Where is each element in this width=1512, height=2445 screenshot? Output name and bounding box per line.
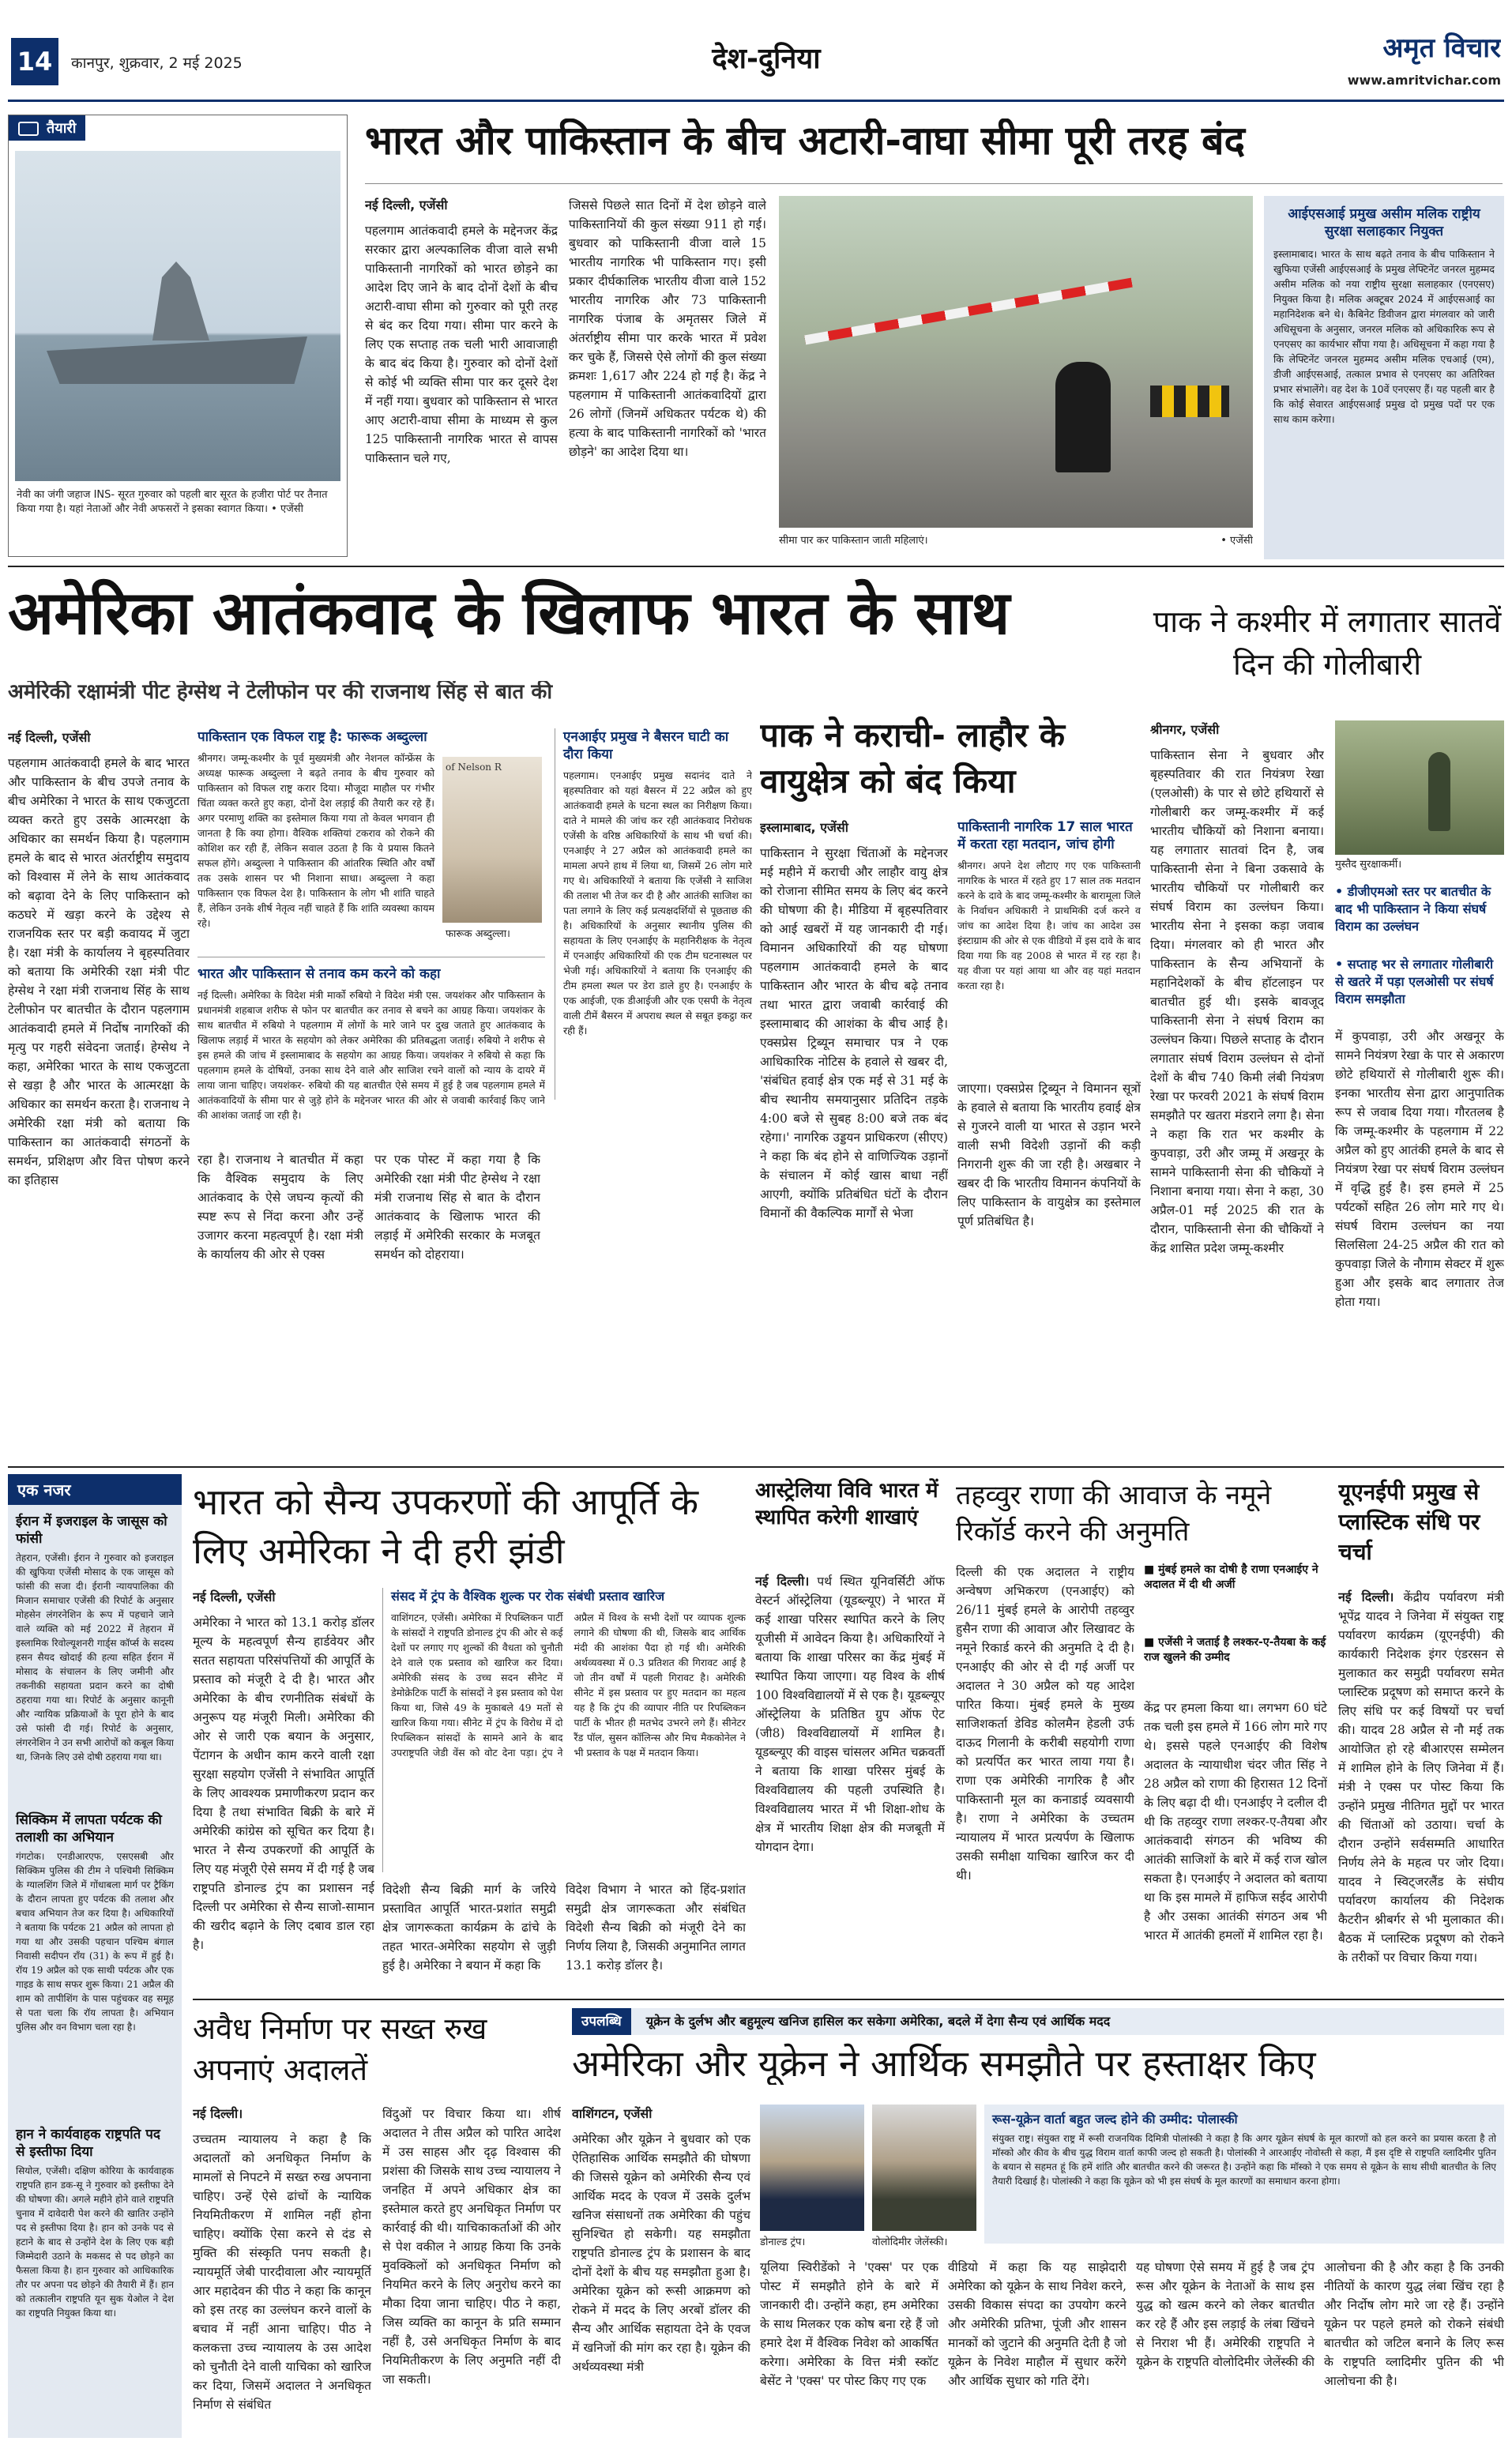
tension-title: भारत और पाकिस्तान से तनाव कम करने को कहा bbox=[197, 966, 441, 982]
story5-col1 bbox=[193, 1588, 374, 1991]
warship-caption: नेवी का जंगी जहाज INS- सूरत गुरुवार को पहली बार सूरत के हजीरा पोर्ट पर तैनात किया गया है। यहां नेताओं और नेवी अफसरों ने इसका स्वागत किया। • एजेंसी bbox=[17, 489, 328, 515]
ek-nazar-item bbox=[16, 1513, 174, 1804]
trump-tariff-text: वाशिंगटन, एजेंसी। अमेरिका में रिपब्लिकन पार्टी के सांसदों ने राष्ट्रपति डोनाल्ड ट्रंप की ओर से कई देशों पर लगाए गए शुल्कों की वैधता को चुनौती देने वाले एक प्रस्ताव को खारिज कर दिया। अमेरिकी संसद के उच्च सदन सीनेट में डेमोक्रेटिक पार्टी के सांसदों ने इस प्रस्ताव को पेश किया था, जिसे 49 के मुकाबले 49 मतों से खारिज किया गया। सीनेट में ट्रंप के विरोध में दो रिपब्लिकन सांसदों के सामने आने के बाद उपराष्ट्रपति जेडी वेंस को वोट देना पड़ा। ट्रंप ने अप्रैल में विश्व के सभी देशों पर व्यापक शुल्क लगाने की घोषणा की थी, जिसके बाद आर्थिक मंदी की आशंका पैदा हो गई थी। अमेरिकी अर्थव्यवस्था में 0.3 प्रतिशत की गिरावट आई है जो तीन वर्षों में पहली गिरावट है। अमेरिकी सीनेट में इस प्रस्ताव पर हुए मतदान का महत्व यह है कि ट्रंप की व्यापार नीति पर रिपब्लिकन पार्टी के भीतर ही मतभेद उभरने लगे हैं। सीनेटर रैंड पॉल, सुसन कॉलिन्स और मिच मैककोनेल ने भी प्रस्ताव के पक्ष में मतदान किया। bbox=[391, 1612, 746, 1759]
story3-headline: पाक ने कराची- लाहौर के वायुक्षेत्र को बंद किया bbox=[760, 716, 1066, 800]
story1-col2 bbox=[569, 196, 766, 551]
tension-box bbox=[197, 965, 545, 1144]
story2-dateline: नई दिल्ली, एजेंसी bbox=[8, 730, 91, 745]
ek-nazar-panel bbox=[8, 1474, 182, 2438]
story7-body-1: दिल्ली की एक अदालत ने राष्ट्रीय अन्वेषण अभिकरण (एनआईए) को 26/11 मुंबई हमले के आरोपी तहव्वुर हुसैन राणा की आवाज और लिखावट के नमूने रिकार्ड करने की अनुमति दे दी है। एनआईए की ओर से दी गई अर्जी पर अदालत ने 30 अप्रैल को यह आदेश पारित किया। मुंबई हमले के मुख्य साजिशकर्ता डेविड कोलमैन हेडली उर्फ दाऊद गिलानी के करीबी सहयोगी राणा को प्रत्यर्पित कर भारत लाया गया है। राणा एक अमेरिकी नागरिक है और पाकिस्तानी मूल का कनाडाई व्यवसायी है। राणा ने अमेरिका के उच्चतम न्यायालय में भारत प्रत्यर्पण के खिलाफ उसकी समीक्षा याचिका खारिज कर दी थी। bbox=[956, 1565, 1134, 1883]
zelensky-photo bbox=[872, 2105, 976, 2231]
barrier bbox=[804, 278, 1133, 345]
story3-body-1: पाकिस्तान ने सुरक्षा चिंताओं के मद्देनजर मई महीने में कराची और लाहौर वायु क्षेत्र को रोजाना सीमित समय के लिए बंद करने की घोषणा की है। मीडिया में बृहस्पतिवार को आई खबरों में यह जानकारी दी गई। विमानन अधिकारियों की यह घोषणा पहलगाम आतंकवादी हमले के बाद पाकिस्तान और भारत के बीच बढ़े तनाव तथा भारत द्वारा जवाबी कार्रवाई की इस्लामाबाद की आशंका के बीच आई है। एक्सप्रेस ट्रिब्यून समाचार पत्र ने एक आधिकारिक नोटिस के हवाले से खबर दी, 'संबंधित हवाई क्षेत्र एक मई से 31 मई के बीच स्थानीय समयानुसार प्रतिदिन तड़के 4:00 बजे से सुबह 8:00 बजे तक बंद रहेगा।' नागरिक उड्डयन प्राधिकरण (सीएए) ने कहा कि बंद होने से वाणिज्यिक उड़ानों के संचालन में कोई खास बाधा नहीं आएगी, क्योंकि प्रतिबंधित घंटों के दौरान विमानों की वैकल्पिक मार्गों से भेजा bbox=[760, 846, 948, 1221]
website: www.amritvichar.com bbox=[1347, 73, 1501, 88]
ek-nazar-label: एक नजर bbox=[8, 1474, 182, 1505]
story5-col2 bbox=[382, 1880, 556, 1991]
story10-col2 bbox=[760, 2258, 938, 2436]
farooq-caption: फारूक अब्दुल्ला। bbox=[446, 928, 510, 940]
story8-headline: यूएनईपी प्रमुख से प्लास्टिक संधि पर चर्चा bbox=[1338, 1479, 1480, 1565]
pak-voter-text: श्रीनगर। अपने देश लौटाए गए एक पाकिस्तानी नागरिक के भारत में रहते हुए 17 साल तक मतदान करने के दावे के बाद जम्मू-कश्मीर के बारामूला जिले के निर्वाचन अधिकारी ने प्राथमिकी दर्ज करने व जांच का आदेश दिया है। जांच का आदेश उस इंस्टाग्राम की ओर से एक वीडियो में इस दावे के बाद दिया गया कि वह 2008 से भारत में रह रहा है। यह वीजा पर यहां आया था और वह यहां मतदान करता रहा है। bbox=[957, 860, 1141, 991]
border-photo-credit: • एजेंसी bbox=[1221, 535, 1253, 547]
story2-subhead: अमेरिकी रक्षामंत्री पीट हेग्सेथ ने टेलीफोन पर की राजनाथ सिंह से बात की bbox=[8, 681, 553, 704]
farooq-text: श्रीनगर। जम्मू-कश्मीर के पूर्व मुख्यमंत्री और नेशनल कॉन्फ्रेंस के अध्यक्ष फारूक अब्दुल्ला ने बढ़ते तनाव के बीच गुरुवार को पाकिस्तान को विफल राष्ट्र करार दिया। मौजूदा माहौल पर गंभीर चिंता व्यक्त करते हुए कहा, दोनों देश लड़ाई की तैयारी कर रहे हैं। अगर परमाणु शक्ति का इस्तेमाल किया गया तो केवल भगवान ही जानता है कि क्या होगा। वैश्विक शक्तियां टकराव को रोकने की कोशिश कर रही हैं, लेकिन सवाल उठता है कि ये प्रयास कितने सफल होंगे। अब्दुल्ला ने पाकिस्तान की आंतरिक स्थिति और वर्षों तक उसके शासन पर भी निशाना साधा। अब्दुल्ला ने कहा पाकिस्तान एक विफल देश है। पाकिस्तान के लोग भी शांति चाहते हैं, लेकिन उनके शीर्ष नेतृत्व नहीं चाहते हैं कि शांति व्यवस्था कायम रहे। bbox=[197, 752, 434, 929]
story3-col1 bbox=[760, 818, 948, 1450]
story10-headline: अमेरिका और यूक्रेन ने आर्थिक समझौते पर हस्ताक्षर किए bbox=[572, 2043, 1316, 2085]
ek-nazar-item-title: ईरान में इजराइल के जासूस को फांसी bbox=[16, 1514, 167, 1547]
preparation-label: तैयारी bbox=[9, 115, 85, 141]
farooq-book-title: of Nelson R bbox=[446, 762, 502, 773]
story7-bullet2: ■ एजेंसी ने जताई है लश्कर-ए-तैयबा के कई राज खुलने की उम्मीद bbox=[1144, 1636, 1326, 1664]
story5-headline: भारत को सैन्य उपकरणों की आपूर्ति के लिए अमेरिका ने दी हरी झंडी bbox=[193, 1480, 699, 1572]
story10-col4 bbox=[1136, 2258, 1315, 2436]
date-line: कानपुर, शुक्रवार, 2 मई 2025 bbox=[71, 55, 243, 72]
farooq-photo bbox=[442, 757, 542, 923]
story9-dateline: नई दिल्ली। bbox=[193, 2106, 243, 2121]
story8-body: केंद्रीय पर्यावरण मंत्री भूपेंद्र यादव ने जिनेवा में संयुक्त राष्ट्र पर्यावरण कार्यक्रम (यूएनईपी) की कार्यकारी निदेशक इंगर एंडरसन से मुलाकात कर समुद्री पर्यावरण समेत प्लास्टिक प्रदूषण को समाप्त करने के लिए संधि पर कई विषयों पर चर्चा की। यादव 28 अप्रैल से नौ मई तक आयोजित हो रहे बीआरएस सम्मेलन में शामिल होने के लिए जिनेवा में हैं। मंत्री ने एक्स पर पोस्ट किया कि उन्होंने प्रमुख नीतिगत मुद्दों पर भारत की चिंताओं को उठाया। चर्चा के दौरान उन्होंने सर्वसम्मति आधारित निर्णय लेने के महत्व पर जोर दिया। यादव ने स्विट्जरलैंड के संघीय पर्यावरण कार्यालय की निदेशक कैटरीन श्नीबर्गर से भी मुलाकात की। बैठक में प्लास्टिक प्रदूषण को रोकने के तरीकों पर विचार किया गया। bbox=[1338, 1590, 1504, 1965]
story2-body-3: पर एक पोस्ट में कहा गया है कि अमेरिकी रक्षा मंत्री पीट हेग्सेथ ने रक्षा मंत्री राजनाथ सिंह से बात के दौरान आतंकवाद के खिलाफ भारत की लड़ाई में अमेरिकी सरकार के मजबूत समर्थन को दोहराया। bbox=[374, 1153, 540, 1262]
story1-dateline: नई दिल्ली, एजेंसी bbox=[365, 197, 448, 213]
women-figures bbox=[1055, 362, 1111, 472]
ek-nazar-item-text: सियोल, एजेंसी। दक्षिण कोरिया के कार्यवाहक राष्ट्रपति हान डक-सू ने गुरुवार को इस्तीफा देने की घोषणा की। अगले महीने होने वाले राष्ट्रपति चुनाव में दावेदारी पेश करने की खातिर उन्होंने पद से इस्तीफा दिया है। हान को उनके पद से हटाने के बाद से उन्होंने देश के लिए एक बड़ी जिम्मेदारी उठाने के मकसद से पद छोड़ने का फैसला किया है। हान गुरुवार को आधिकारिक तौर पर अपना पद छोड़ने की तैयारी में हैं। हान को तत्कालीन राष्ट्रपति यून सुक येओल ने देश का राष्ट्रपति नियुक्त किया था। bbox=[16, 2165, 174, 2319]
nsa-text: इस्लामाबाद। भारत के साथ बढ़ते तनाव के बीच पाकिस्तान ने खुफिया एजेंसी आईएसआई के प्रमुख लेफ्टिनेंट जनरल मुहम्मद असीम मलिक को नया राष्ट्रीय सुरक्षा सलाहकार (एनएसए) नियुक्त किया है। मलिक अक्टूबर 2024 में आईएसआई का महानिदेशक बने थे। कैबिनेट डिवीजन द्वारा मंगलवार को जारी अधिसूचना के अनुसार, जनरल मलिक को अधिकारिक रूप से एनएसए का कार्यभार सौंपा गया है। अधिसूचना में कहा गया है कि लेफ्टिनेंट जनरल मुहम्मद असीम मलिक एचआई (एम), डीजी आईएसआई, तत्काल प्रभाव से एनएसए का अतिरिक्त प्रभार संभालेंगे। वह देश के 10वें एनएसए हैं। यह पहली बार है कि कोई सेवारत आईएसआई प्रमुख दो प्रमुख पदों पर एक साथ काम करेगा। bbox=[1273, 248, 1495, 425]
section-title: देश-दुनिया bbox=[712, 43, 821, 75]
story4-bullet1: • डीजीएमओ स्तर पर बातचीत के बाद भी पाकिस्तान ने किया संघर्ष विराम का उल्लंघन bbox=[1335, 884, 1491, 934]
story9-body-1: उच्चतम न्यायालय ने कहा है कि अदालतों को अनधिकृत निर्माण के मामलों से निपटने में सख्त रुख अपनाना चाहिए। उन्हें ऐसे ढांचों के न्यायिक नियमितीकरण में शामिल नहीं होना चाहिए। क्योंकि ऐसा करने से दंड से मुक्ति की संस्कृति पनप सकती है। न्यायमूर्ति जेबी पारदीवाला और न्यायमूर्ति आर महादेवन की पीठ ने कहा कि कानून को इस तरह का उल्लंघन करने वालों के बचाव में नहीं आना चाहिए। पीठ ने कलकत्ता उच्च न्यायालय के उस आदेश को चुनौती देने वाली याचिका को खारिज कर दिया, जिसमें अदालत ने अनधिकृत निर्माण से संबंधित bbox=[193, 2132, 371, 2412]
story4-dateline: श्रीनगर, एजेंसी bbox=[1150, 722, 1220, 737]
story10-body-5: आलोचना की है और कहा है कि उनकी नीतियों के कारण युद्ध लंबा खिंच रहा है और निर्दोष लोग मारे जा रहे हैं। उन्होंने यूक्रेन पर पहले हमले को रोकने संबंधी बातचीत को जटिल बनाने के लिए रूस के राष्ट्रपति व्लादिमीर पुतिन की भी आलोचना की है। bbox=[1324, 2260, 1504, 2388]
border-photo-caption: सीमा पार कर पाकिस्तान जाती महिलाएं। bbox=[779, 535, 928, 547]
story7-col2 bbox=[1144, 1698, 1327, 1991]
story1-rule bbox=[365, 183, 1503, 184]
ek-nazar-item bbox=[16, 1811, 174, 2118]
story3-col2 bbox=[957, 1079, 1141, 1450]
trump-photo bbox=[760, 2105, 864, 2231]
achievement-label: उपलब्धि bbox=[572, 2008, 631, 2035]
bullet-dot-icon: • bbox=[1335, 884, 1348, 899]
story7-headline: तहव्वुर राणा की आवाज के नमूने रिकॉर्ड करने की अनुमति bbox=[956, 1480, 1272, 1548]
masthead-rule bbox=[8, 100, 1504, 102]
story1-body-2: जिससे पिछले सात दिनों में देश छोड़ने वाले पाकिस्तानियों की कुल संख्या 911 हो गई। बुधवार को पाकिस्तानी वीजा वाले 15 भारतीय नागरिक भी पाकिस्तान गए। इसी प्रकार दीर्घकालिक भारतीय वीजा वाले 152 भारतीय नागरिक और 73 पाकिस्तानी नागरिक पंजाब के अमृतसर जिले में अंतर्राष्ट्रीय सीमा पार करके भारत में प्रवेश कर चुके हैं, जिससे ऐसे लोगों की कुल संख्या क्रमशः 1,617 और 224 हो गई है। केंद्र ने पहलगाम में पाकिस्तानी आतंकवादियों द्वारा 26 लोगों (जिनमें अधिकतर पर्यटक थे) की हत्या के बाद पाकिस्तानी नागरिकों को 'भारत छोड़ने' का आदेश दिया था। bbox=[569, 198, 766, 459]
pak-voter-title: पाकिस्तानी नागरिक 17 साल भारत में करता रहा मतदान, जांच होगी bbox=[957, 819, 1133, 852]
story4-body-1: पाकिस्तान सेना ने बुधवार और बृहस्पतिवार की रात नियंत्रण रेखा (एलओसी) के पार से छोटे हथियारों से गोलीबारी कर जम्मू-कश्मीर में कई भारतीय चौकियों को निशाना बनाया। यह लगातार सातवां दिन है, जब पाकिस्तानी सेना ने बिना उकसावे के भारतीय चौकियों पर गोलीबारी कर संघर्ष विराम का उल्लंघन किया। भारतीय सेना ने इसका कड़ा जवाब दिया। मंगलवार को ही भारत और पाकिस्तान के सैन्य अभियानों के महानिदेशकों के बीच हॉटलाइन पर बातचीत हुई थी। इसके बावजूद पाकिस्तानी सेना ने संघर्ष विराम का उल्लंघन किया। पिछले सप्ताह के दौरान लगातार संघर्ष विराम उल्लंघन से दोनों देशों के बीच 740 किमी लंबी नियंत्रण रेखा पर फरवरी 2021 के संघर्ष विराम समझौते पर खतरा मंडराने लगा है। सेना ने कहा कि रात भर कश्मीर के कुपवाड़ा, उरी और जम्मू में अखनूर के सामने पाकिस्तानी सेना की चौकियों ने निशाना बनाया गया। सेना ने कहा, 30 अप्रैल-01 मई 2025 की रात के दौरान, पाकिस्तानी सेना की चौकियों ने केंद्र शासित प्रदेश जम्मू-कश्मीर bbox=[1150, 748, 1324, 1255]
soldier-figure bbox=[1428, 752, 1450, 831]
ek-nazar-item bbox=[16, 2126, 174, 2401]
story10-col3 bbox=[948, 2258, 1126, 2436]
story9-col2 bbox=[382, 2105, 561, 2436]
story5-body-3: विदेश विभाग ने भारत को हिंद-प्रशांत समुद्री क्षेत्र जागरूकता और संबंधित विदेशी सैन्य बिक्री को मंजूरी देने का निर्णय लिया है, जिसकी अनुमानित लागत 13.1 करोड़ डॉलर है। bbox=[566, 1883, 746, 1973]
story10-dateline: वाशिंगटन, एजेंसी bbox=[572, 2106, 653, 2121]
story2-col2 bbox=[197, 1150, 363, 1450]
security-photo-caption: मुस्तैद सुरक्षाकर्मी। bbox=[1335, 859, 1402, 871]
story2-body-1: पहलगाम आतंकवादी हमले के बाद भारत और पाकिस्तान के बीच उपजे तनाव के बीच अमेरिका ने भारत के साथ एकजुटता व्यक्त करते हुए उसके आत्मरक्षा के अधिकार का समर्थन किया है। पहलगाम हमले के बाद से भारत अंतर्राष्ट्रीय समुदाय को विश्वास में लेने के साथ आतंकवाद को बढ़ावा देने के लिए पाकिस्तान को कठघरे में खड़ा करने के उद्देश्य से राजनयिक स्तर पर बड़ी कवायद में जुटा है। रक्षा मंत्री के कार्यालय ने बृहस्पतिवार को बताया कि अमेरिकी रक्षा मंत्री पीट हेग्सेथ ने रक्षा मंत्री राजनाथ सिंह के साथ टेलीफोन पर बातचीत के दौरान पहलगाम आतंकवादी हमले में निर्दोष नागरिकों की मृत्यु पर गहरी संवेदना जताई। हेग्सेथ ने कहा, अमेरिका भारत के साथ एकजुटता से खड़ा है और भारत के आत्मरक्षा के अधिकार का समर्थन करता है। राजनाथ ने अमेरिकी रक्षा मंत्री को बताया कि पाकिस्तान का आतंकवादी संगठनों के समर्थन, प्रशिक्षण और वित्त पोषण करने का इतिहास bbox=[8, 756, 190, 1187]
camera-icon bbox=[18, 122, 39, 136]
story10-body-1: अमेरिका और यूक्रेन ने बुधवार को एक ऐतिहासिक आर्थिक समझौते की घोषणा की जिससे यूक्रेन को अमेरिकी सैन्य एवं आर्थिक मदद के एवज में उसके दुर्लभ खनिज संसाधनों तक अमेरिका की पहुंच सुनिश्चित हो सकेगी। यह समझौता राष्ट्रपति डोनाल्ड ट्रंप के प्रशासन के बाद दोनों देशों के बीच यह समझौता हुआ है। अमेरिका यूक्रेन को रूसी आक्रमण को रोकने में मदद के लिए अरबों डॉलर की सैन्य और आर्थिक सहायता देने के एवज में खनिजों की मांग कर रहा है। यूक्रेन की अर्थव्यवस्था मंत्री bbox=[572, 2132, 750, 2374]
zelensky-caption: वोलोदिमीर जेलेंस्की। bbox=[872, 2236, 948, 2248]
story3-dateline: इस्लामाबाद, एजेंसी bbox=[760, 820, 848, 835]
page-number: 14 bbox=[11, 38, 58, 85]
story2-col1 bbox=[8, 728, 190, 1455]
story1-headline: भारत और पाकिस्तान के बीच अटारी-वाघा सीमा पूरी तरह बंद bbox=[365, 118, 1246, 164]
polyansky-text: संयुक्त राष्ट्र। संयुक्त राष्ट्र में रूसी राजनयिक दिमित्री पोलांस्की ने कहा है कि अगर यूक्रेन संघर्ष के मूल कारणों को हल करने का प्रयास करता है तो मॉस्को और कीव के बीच युद्ध विराम वार्ता काफी जल्द हो सकती है। पोलांस्की ने आरआईए नोवोस्ती से कहा, मैं इस दृष्टि से राष्ट्रपति व्लादिमीर पुतिन के बयान से सहमत हूं कि हमें शांति और बातचीत करने की जरूरत है। उन्होंने कहा कि मॉस्को ने एक समय से यूक्रेन के साथ सीधी बातचीत के लिए तैयारी दिखाई है। पोलांस्की ने कहा कि यूक्रेन को भी इस संघर्ष के मूल कारणों का समाधान करना होगा। bbox=[992, 2133, 1496, 2187]
nia-box bbox=[555, 728, 752, 1100]
ek-nazar-item-title: हान ने कार्यवाहक राष्ट्रपति पद से इस्तीफा दिया bbox=[16, 2127, 160, 2160]
warship-photo bbox=[15, 151, 340, 481]
rule-before-bottom bbox=[193, 1999, 1504, 2000]
story3-body-2: जाएगा। एक्सप्रेस ट्रिब्यून ने विमानन सूत्रों के हवाले से बताया कि भारतीय हवाई क्षेत्र से गुजरने वाली या भारत से उड़ान भरने वाली सभी विदेशी उड़ानों की कड़ी निगरानी शुरू की जा रही है। अखबार ने खबर दी कि भारतीय विमानन कंपनियों के लिए पाकिस्तान के वायुक्षेत्र का इस्तेमाल पूर्ण प्रतिबंधित है। bbox=[957, 1081, 1141, 1228]
warship-hull bbox=[47, 337, 307, 384]
tension-text: नई दिल्ली। अमेरिका के विदेश मंत्री मार्को रुबियो ने विदेश मंत्री एस. जयशंकर और पाकिस्तान के प्रधानमंत्री शहबाज शरीफ से फोन पर बातचीत कर तनाव से बचने का आग्रह किया। जयशंकर के साथ बातचीत में रुबियो ने पहलगाम में लोगों के मारे जाने पर दुख जताते हुए आतंकवाद के खिलाफ लड़ाई में भारत के सहयोग को लेकर अमेरिका की प्रतिबद्धता जताई। रुबियो ने शरीफ से इस हमले की जांच में इस्लामाबाद के सहयोग का आग्रह किया। जयशंकर ने रुबियो से कहा कि पहलगाम हमले के दोषियों, उनका साथ देने वाले और साजिश रचने वालों को न्याय के दायरे में लाया जाना चाहिए। जयशंकर- रुबियो की यह बातचीत ऐसे समय में हुई है जब पहलगाम हमले में आतंकवादियों के सीमा पार से जुड़े होने के मद्देनजर भारत की ओर से जवाबी कार्रवाई किए जाने की आशंका जताई जा रही है। bbox=[197, 989, 545, 1121]
bullet-dot-icon: ■ bbox=[1144, 1636, 1159, 1649]
security-photo bbox=[1335, 720, 1504, 855]
story10-body-3: वीडियो में कहा कि यह साझेदारी अमेरिका को यूक्रेन के साथ निवेश करने, उसकी विकास संपदा का उपयोग करने और अमेरिकी प्रतिभा, पूंजी और शासन मानकों को जुटाने की अनुमति देती है जो यूक्रेन के निवेश माहौल में सुधार करेंगे और आर्थिक सुधार को गति देंगे। bbox=[948, 2260, 1126, 2388]
pak-voter-box bbox=[957, 818, 1141, 1071]
rule-after-story2 bbox=[8, 1466, 1504, 1468]
story2-col3 bbox=[374, 1150, 540, 1450]
story1-body-1: पहलगाम आतंकवादी हमले के मद्देनजर केंद्र सरकार द्वारा अल्पकालिक वीजा वाले सभी पाकिस्तानी नागरिकों को भारत छोड़ने का आदेश दिए जाने के बाद दोनों देशों के बीच अटारी-वाघा सीमा को गुरुवार को पूरी तरह से बंद कर दिया गया। सीमा पार करने के लिए एक सप्ताह तक चली भारी आवाजाही के बाद बंद किया है। गुरुवार को दोनों देशों से कोई भी व्यक्ति सीमा पार कर दूसरे देश में नहीं गया। बुधवार को पाकिस्तान से भारत आए अटारी-वाघा सीमा के माध्यम से कुल 125 पाकिस्तानी नागरिक भारत से वापस पाकिस्तान चले गए, bbox=[365, 224, 558, 465]
trump-tariff-box bbox=[382, 1588, 746, 1872]
ek-nazar-item-text: तेहरान, एजेंसी। ईरान ने गुरुवार को इजराइल की खुफिया एजेंसी मोसाद के एक जासूस को फांसी की सजा दी। ईरानी न्यायपालिका की मिजान समाचार एजेंसी की रिपोर्ट के अनुसार मोहसेन लंगरनेशिन के रूप में पहचाने जाने वाले व्यक्ति को मई 2022 में तेहरान में इस्लामिक रिवोल्यूशनरी गार्ड्स कॉर्प्स के सदस्य हसन सैयद खोदाई की हत्या सहित ईरान में मोसाद के संचालन के लिए जमीनी और तकनीकी सहायता प्रदान करने का दोषी ठहराया गया था। रिपोर्ट के अनुसार कानूनी और न्यायिक प्रक्रियाओं के पूरा होने के बाद उसे फांसी दी गई। रिपोर्ट के अनुसार, लंगरनेशिन ने उन सभी आरोपों को कबूल किया था, जिनके लिए उसे दोषी ठहराया गया था। bbox=[16, 1552, 174, 1762]
story7-col1 bbox=[956, 1563, 1134, 1991]
story2-body-2: रहा है। राजनाथ ने बातचीत में कहा कि वैश्विक समुदाय के लिए आतंकवाद के ऐसे जघन्य कृत्यों की स्पष्ट रूप से निंदा करना और उन्हें उजागर करना महत्वपूर्ण है। रक्षा मंत्री के कार्यालय की ओर से एक्स bbox=[197, 1153, 363, 1262]
road-blocks bbox=[1150, 386, 1229, 417]
nia-text: पहलगाम। एनआईए प्रमुख सदानंद दाते ने बृहस्पतिवार को यहां बैसरन में 22 अप्रैल को हुए आतंकवादी हमले के घटना स्थल का निरीक्षण किया। दाते ने मामले की जांच कर रही आतंकवाद निरोधक एजेंसी के वरिष्ठ अधिकारियों के साथ भी चर्चा की। एनआईए ने 27 अप्रैल को आतंकवादी हमले का मामला अपने हाथ में लिया था, जिसमें 26 लोग मारे गए थे। अधिकारियों ने बताया कि एजेंसी ने साजिश की तलाश भी तेज कर दी है और आतंकी साजिश का पता लगाने के लिए कई प्रत्यक्षदर्शियों से पूछताछ की है। अधिकारियों के अनुसार स्थानीय पुलिस की सहायता के लिए एनआईए के महानिरीक्षक के नेतृत्व में एनआईए अधिकारियों की एक टीम घटनास्थल पर भेजी गई। अधिकारियों ने बताया कि एनआईए की टीम हमला स्थल पर डेरा डाले हुए है। एनआईए के एक आईजी, एक डीआईजी और एक एसपी के नेतृत्व वाली टीमें बैसरन में अपराध स्थल से सबूत इकट्ठा कर रही हैं। bbox=[563, 769, 752, 1036]
story6-headline: आस्ट्रेलिया विवि भारत में स्थापित करेगी शाखाएं bbox=[755, 1479, 938, 1529]
story4-bullet2: • सप्ताह भर से लगातार गोलीबारी से खतरे में पड़ा एलओसी पर संघर्ष विराम समझौता bbox=[1335, 957, 1494, 1006]
story9-body-2: विंदुओं पर विचार किया था। शीर्ष अदालत ने तीस अप्रैल को पारित आदेश में उस साहस और दृढ़ विश्वास की प्रशंसा की जिसके साथ उच्च न्यायालय ने जनहित में अपने अधिकार क्षेत्र का इस्तेमाल करते हुए अनधिकृत निर्माण पर कार्रवाई की थी। याचिकाकर्ताओं की ओर से पेश वकील ने आग्रह किया कि उनके मुवक्किलों को अनधिकृत निर्माण को नियमित करने के लिए अनुरोध करने का मौका दिया जाना चाहिए। पीठ ने कहा, जिस व्यक्ति का कानून के प्रति सम्मान नहीं है, उसे अनधिकृत निर्माण के बाद नियमितीकरण के लिए अनुमति नहीं दी जा सकती। bbox=[382, 2107, 561, 2387]
story4-col1 bbox=[1150, 720, 1324, 1455]
nsa-title: आईएसआई प्रमुख असीम मलिक राष्ट्रीय सुरक्षा सलाहकार नियुक्त bbox=[1288, 206, 1480, 239]
story6-body: पर्थ स्थित यूनिवर्सिटी ऑफ वेस्टर्न ऑस्ट्रेलिया (यूडब्ल्यूए) ने भारत में कई शाखा परिसर स्थापित करने के लिए यूजीसी में आवेदन किया है। अधिकारियों ने बताया कि शाखा परिसर का केंद्र मुंबई में स्थापित किया जाएगा। यह विश्व के शीर्ष 100 विश्वविद्यालयों में से एक है। यूडब्ल्यूए ऑस्ट्रेलिया के प्रतिष्ठित ग्रुप ऑफ ऐट (जी8) विश्वविद्यालयों में शामिल है। यूडब्ल्यूए की वाइस चांसलर अमित चक्रवर्ती ने बताया कि शाखा परिसर मुंबई के विश्वविद्यालय की पहली उपस्थिति है। विश्वविद्यालय भारत में भी शिक्षा-शोध के क्षेत्र में भारतीय शिक्षा क्षेत्र की मजबूती में योगदान देगा। bbox=[755, 1574, 945, 1854]
brand-logo: अमृत विचार bbox=[1382, 32, 1501, 64]
farooq-box bbox=[197, 728, 545, 957]
story10-col1 bbox=[572, 2105, 750, 2436]
story2-headline: अमेरिका आतंकवाद के खिलाफ भारत के साथ bbox=[8, 578, 1010, 648]
preparation-panel bbox=[8, 115, 348, 557]
story9-col1 bbox=[193, 2105, 371, 2436]
story6-col bbox=[755, 1572, 945, 1991]
story4-body-2: में कुपवाड़ा, उरी और अखनूर के सामने नियंत्रण रेखा के पार से अकारण छोटे हथियारों से गोलीबारी शुरू की। इनका भारतीय सेना द्वारा आनुपातिक रूप से जवाब दिया गया। गौरतलब है कि जम्मू-कश्मीर के पहलगाम में 22 अप्रैल को हुए आतंकी हमले के बाद से नियंत्रण रेखा पर संघर्ष विराम उल्लंघन में वृद्धि हुई है। इस हमले में 25 पर्यटकों सहित 26 लोग मारे गए थे। संघर्ष विराम उल्लंघन का नया सिलसिला 24-25 अप्रैल की रात को कुपवाड़ा जिले के नौगाम सेक्टर में शुरू हुआ और इसके बाद लगातार तेज होता गया। bbox=[1335, 1029, 1504, 1309]
story5-body-1: अमेरिका ने भारत को 13.1 करोड़ डॉलर मूल्य के महत्वपूर्ण सैन्य हार्डवेयर और सतत सहायता परिसंपत्तियों की आपूर्ति के प्रस्ताव को मंजूरी दे दी है। भारत और अमेरिका के बीच रणनीतिक संबंधों के अनुरूप यह मंजूरी मिली। अमेरिका की ओर से जारी एक बयान के अनुसार, पेंटागन के अधीन काम करने वाली रक्षा सुरक्षा सहयोग एजेंसी ने संभावित आपूर्ति के लिए आवश्यक प्रमाणीकरण प्रदान कर दिया है तथा संभावित बिक्री के बारे में अमेरिकी कांग्रेस को सूचित कर दिया है। भारत ने सैन्य उपकरणों की आपूर्ति के लिए यह मंजूरी ऐसे समय में दी गई है जब राष्ट्रपति डोनाल्ड ट्रंप का प्रशासन नई दिल्ली पर अमेरिका से सैन्य साजो-सामान की खरीद बढ़ाने के लिए दबाव डाल रहा है। bbox=[193, 1616, 374, 1952]
rule-after-story1 bbox=[8, 566, 1504, 567]
story6-dateline: नई दिल्ली। bbox=[755, 1574, 810, 1589]
farooq-title: पाकिस्तान एक विफल राष्ट्र है: फारूक अब्दुल्ला bbox=[197, 729, 427, 745]
story10-strap bbox=[572, 2008, 1504, 2035]
polyansky-title: रूस-यूक्रेन वार्ता बहुत जल्द होने की उम्मीद: पोलास्की bbox=[992, 2112, 1238, 2127]
nia-title: एनआईए प्रमुख ने बैसरन घाटी का दौरा किया bbox=[563, 729, 729, 762]
story10-body-2: यूलिया स्विरीडेंको ने 'एक्स' पर एक पोस्ट में समझौते होने के बारे में जानकारी दी। उन्होंने कहा, हम अमेरिका के साथ मिलकर एक कोष बना रहे हैं जो हमारे देश में वैश्विक निवेश को आकर्षित करेगा। अमेरिका के वित्त मंत्री स्कॉट बेसेंट ने 'एक्स' पर पोस्ट किए गए एक bbox=[760, 2260, 938, 2388]
story8-col bbox=[1338, 1588, 1504, 1991]
story1-col1 bbox=[365, 196, 558, 551]
story5-dateline: नई दिल्ली, एजेंसी bbox=[193, 1589, 276, 1604]
story10-body-4: यह घोषणा ऐसे समय में हुई है जब ट्रंप रूस और यूक्रेन के नेताओं के साथ इस युद्ध को खत्म करने को लेकर बातचीत कर रहे हैं और इस लड़ाई के लंबा खिंचने से निराश भी हैं। अमेरिकी राष्ट्रपति ने यूक्रेन के राष्ट्रपति वोलोदिमीर जेलेंस्की की bbox=[1136, 2260, 1315, 2369]
trump-tariff-title: संसद में ट्रंप के वैश्विक शुल्क पर रोक संबंधी प्रस्ताव खारिज bbox=[391, 1589, 665, 1604]
story10-col5 bbox=[1324, 2258, 1504, 2436]
story7-bullet1: ■ मुंबई हमले का दोषी है राणा एनआईए ने अदालत में दी थी अर्जी bbox=[1144, 1563, 1318, 1591]
ek-nazar-item-title: सिक्किम में लापता पर्यटक की तलाशी का अभियान bbox=[16, 1812, 162, 1845]
story4-headline: पाक ने कश्मीर में लगातार सातवें दिन की गोलीबारी bbox=[1153, 604, 1502, 682]
story7-body-2: केंद्र पर हमला किया था। लगभग 60 घंटे तक चली इस हमले में 166 लोग मारे गए थे। इससे पहले एनआईए की विशेष अदालत के न्यायाधीश चंदर जीत सिंह ने 28 अप्रैल को राणा की हिरासत 12 दिनों के लिए बढ़ा दी थी। एनआईए ने दलील दी थी कि तहव्वुर राणा लश्कर-ए-तैयबा और आतंकवादी संगठन की भविष्य की आतंकी साजिशों के बारे में कई राज खोल सकता है। एनआईए ने अदालत को बताया था कि इस मामले में हाफिज सईद आरोपी है और उसका आतंकी संगठन अब भी भारत में आतंकी हमलों में शामिल रहा है। bbox=[1144, 1701, 1327, 1943]
trump-caption: डोनाल्ड ट्रंप। bbox=[760, 2236, 806, 2248]
story8-dateline: नई दिल्ली। bbox=[1338, 1589, 1394, 1604]
story10-strap-text: यूक्रेन के दुर्लभ और बहुमूल्य खनिज हासिल कर सकेगा अमेरिका, बदले में देगा सैन्य एवं आर्थिक मदद bbox=[645, 2014, 1111, 2029]
bullet-dot-icon: ■ bbox=[1144, 1563, 1159, 1576]
story4-col2 bbox=[1335, 1027, 1504, 1455]
warship-superstructure bbox=[134, 261, 228, 340]
story5-body-2: विदेशी सैन्य बिक्री मार्ग के जरिये प्रस्तावित आपूर्ति भारत-प्रशांत समुद्री क्षेत्र जागरूकता कार्यक्रम के ढांचे के तहत भारत-अमेरिका सहयोग से जुड़ी हुई है। अमेरिका ने बयान में कहा कि bbox=[382, 1883, 556, 1973]
border-photo bbox=[779, 196, 1253, 528]
bullet-dot-icon: • bbox=[1335, 957, 1348, 972]
ek-nazar-item-text: गंगटोक। एनडीआरएफ, एसएसबी और सिक्किम पुलिस की टीम ने पश्चिमी सिक्किम के ग्यालशिंग जिले में गोंधाबला मार्ग पर ट्रैकिंग के दौरान लापता हुए पर्यटक की तलाश और बचाव अभियान तेज कर दिया है। अधिकारियों ने बताया कि पर्यटक 21 अप्रैल को लापता हो गया था और उसकी पहचान पश्चिम बंगाल निवासी सदीपन राँय (31) के रूप में हुई है। रॉय 19 अप्रैल को एक साथी पर्यटक और एक गाइड के साथ सफर शुरू किया। 21 अप्रैल की शाम को तापीशिंग के पास पहुंचकर वह समूह से पता चला कि रॉय लापता है। अभियान पुलिस और वन विभाग चला रहा है। bbox=[16, 1851, 174, 2033]
story9-headline: अवैध निर्माण पर सख्त रुख अपनाएं अदालतें bbox=[193, 2011, 487, 2087]
polyansky-box bbox=[984, 2105, 1504, 2244]
masthead bbox=[0, 0, 1512, 111]
nsa-sidebar bbox=[1264, 196, 1504, 559]
story5-col3 bbox=[566, 1880, 746, 1991]
